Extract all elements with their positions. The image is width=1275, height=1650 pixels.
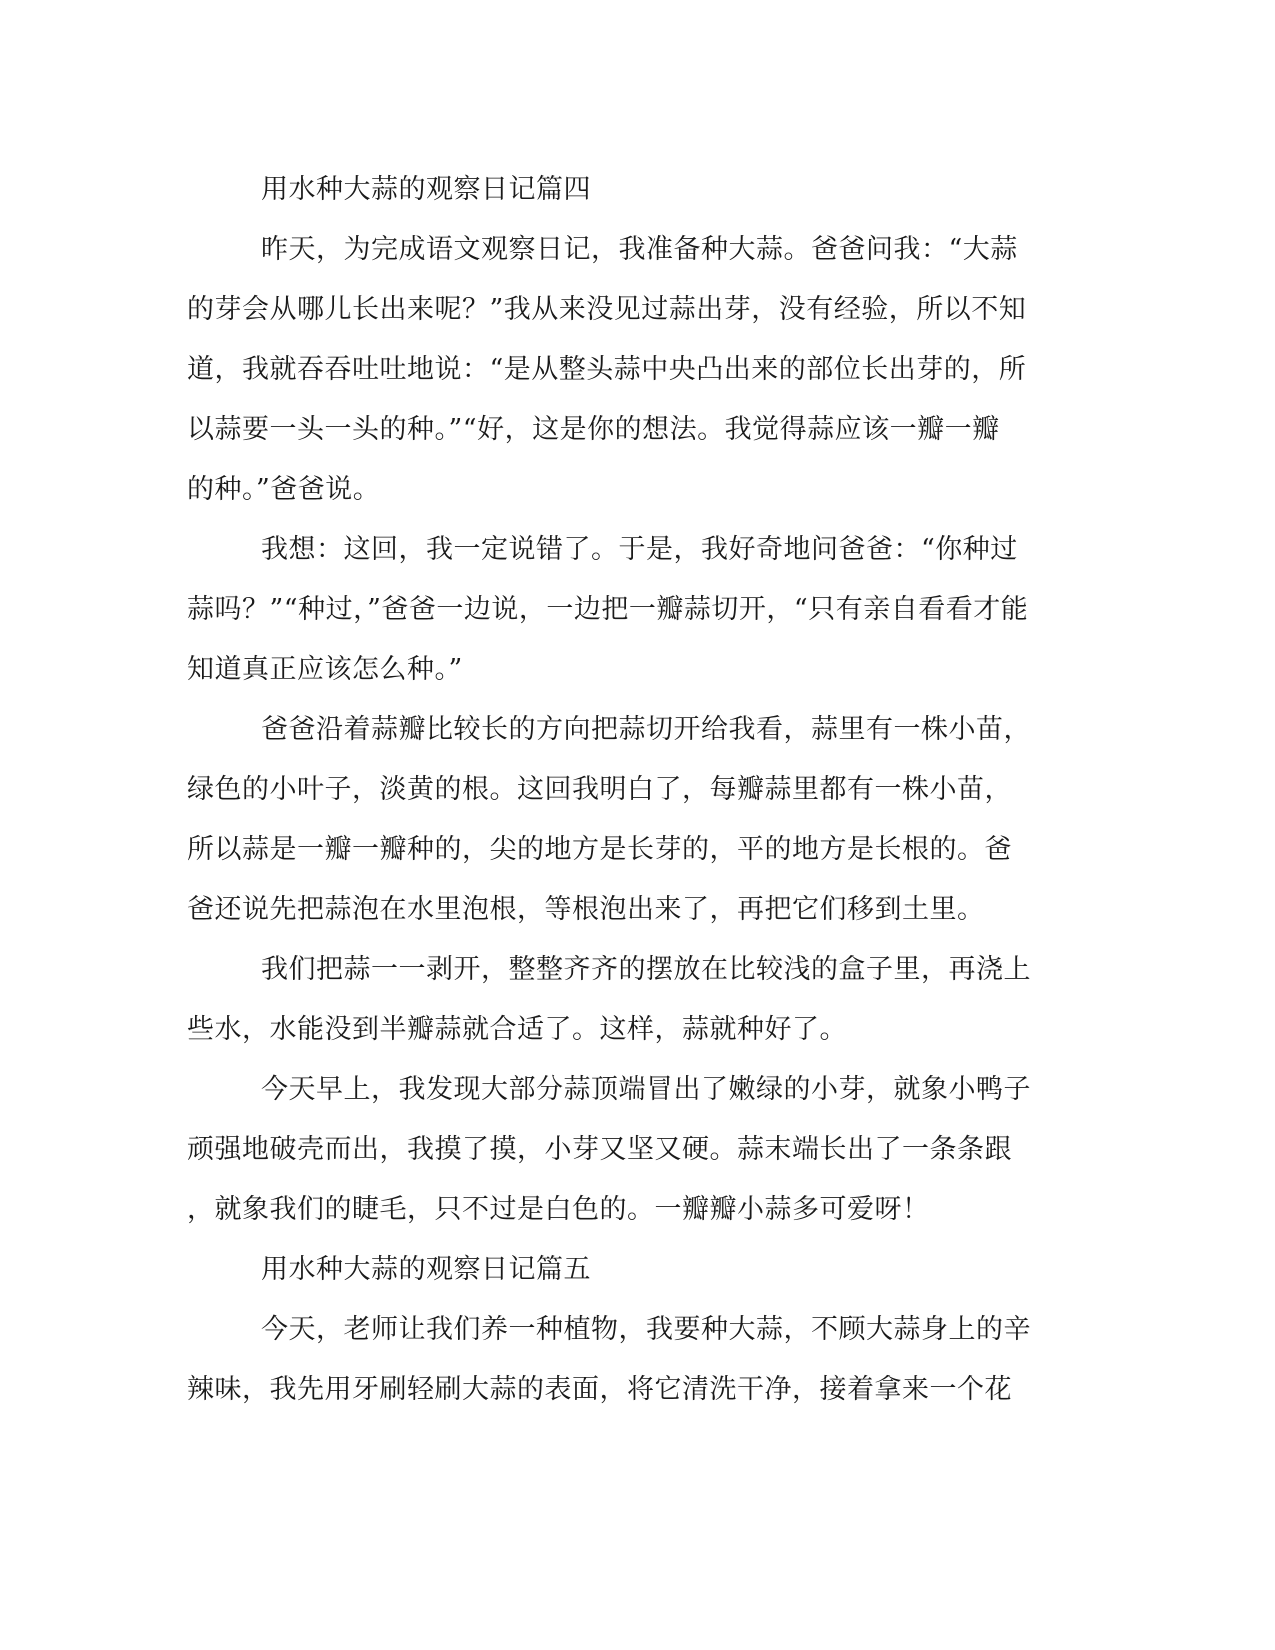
text-line: 爸还说先把蒜泡在水里泡根，等根泡出来了，再把它们移到土里。	[187, 894, 985, 925]
text-line: 今天，老师让我们养一种植物，我要种大蒜，不顾大蒜身上的辛	[261, 1314, 1031, 1345]
text-line: 些水，水能没到半瓣蒜就合适了。这样，蒜就种好了。	[187, 1014, 847, 1045]
text-line: 知道真正应该怎么种。”	[187, 654, 463, 685]
text-line: 我们把蒜一一剥开，整整齐齐的摆放在比较浅的盒子里，再浇上	[261, 954, 1031, 985]
text-line: 的种。”爸爸说。	[187, 474, 381, 505]
section-heading-4: 用水种大蒜的观察日记篇四	[261, 174, 591, 205]
text-line: 绿色的小叶子，淡黄的根。这回我明白了，每瓣蒜里都有一株小苗，	[187, 774, 1012, 805]
text-line: 的芽会从哪儿长出来呢？”我从来没见过蒜出芽，没有经验，所以不知	[187, 294, 1027, 325]
text-line: 蒜吗？”“种过，”爸爸一边说，一边把一瓣蒜切开，“只有亲自看看才能	[187, 594, 1029, 625]
text-line: 昨天，为完成语文观察日记，我准备种大蒜。爸爸问我：“大蒜	[261, 234, 1018, 265]
text-line: 以蒜要一头一头的种。”“好，这是你的想法。我觉得蒜应该一瓣一瓣	[187, 414, 1000, 445]
text-line: 我想：这回，我一定说错了。于是，我好奇地问爸爸：“你种过	[261, 534, 1018, 565]
text-line: 道，我就吞吞吐吐地说：“是从整头蒜中央凸出来的部位长出芽的，所	[187, 354, 1027, 385]
text-line: 顽强地破壳而出，我摸了摸，小芽又坚又硬。蒜末端长出了一条条跟	[187, 1134, 1012, 1165]
document-body	[187, 160, 1087, 1420]
text-line: 爸爸沿着蒜瓣比较长的方向把蒜切开给我看，蒜里有一株小苗，	[261, 714, 1031, 745]
text-line: 所以蒜是一瓣一瓣种的，尖的地方是长芽的，平的地方是长根的。爸	[187, 834, 1012, 865]
text-line: 今天早上，我发现大部分蒜顶端冒出了嫩绿的小芽，就象小鸭子	[261, 1074, 1031, 1105]
text-line: 辣味，我先用牙刷轻刷大蒜的表面，将它清洗干净，接着拿来一个花	[187, 1374, 1012, 1405]
section-heading-5: 用水种大蒜的观察日记篇五	[261, 1254, 591, 1285]
text-line: ，就象我们的睫毛，只不过是白色的。一瓣瓣小蒜多可爱呀！	[187, 1194, 930, 1225]
